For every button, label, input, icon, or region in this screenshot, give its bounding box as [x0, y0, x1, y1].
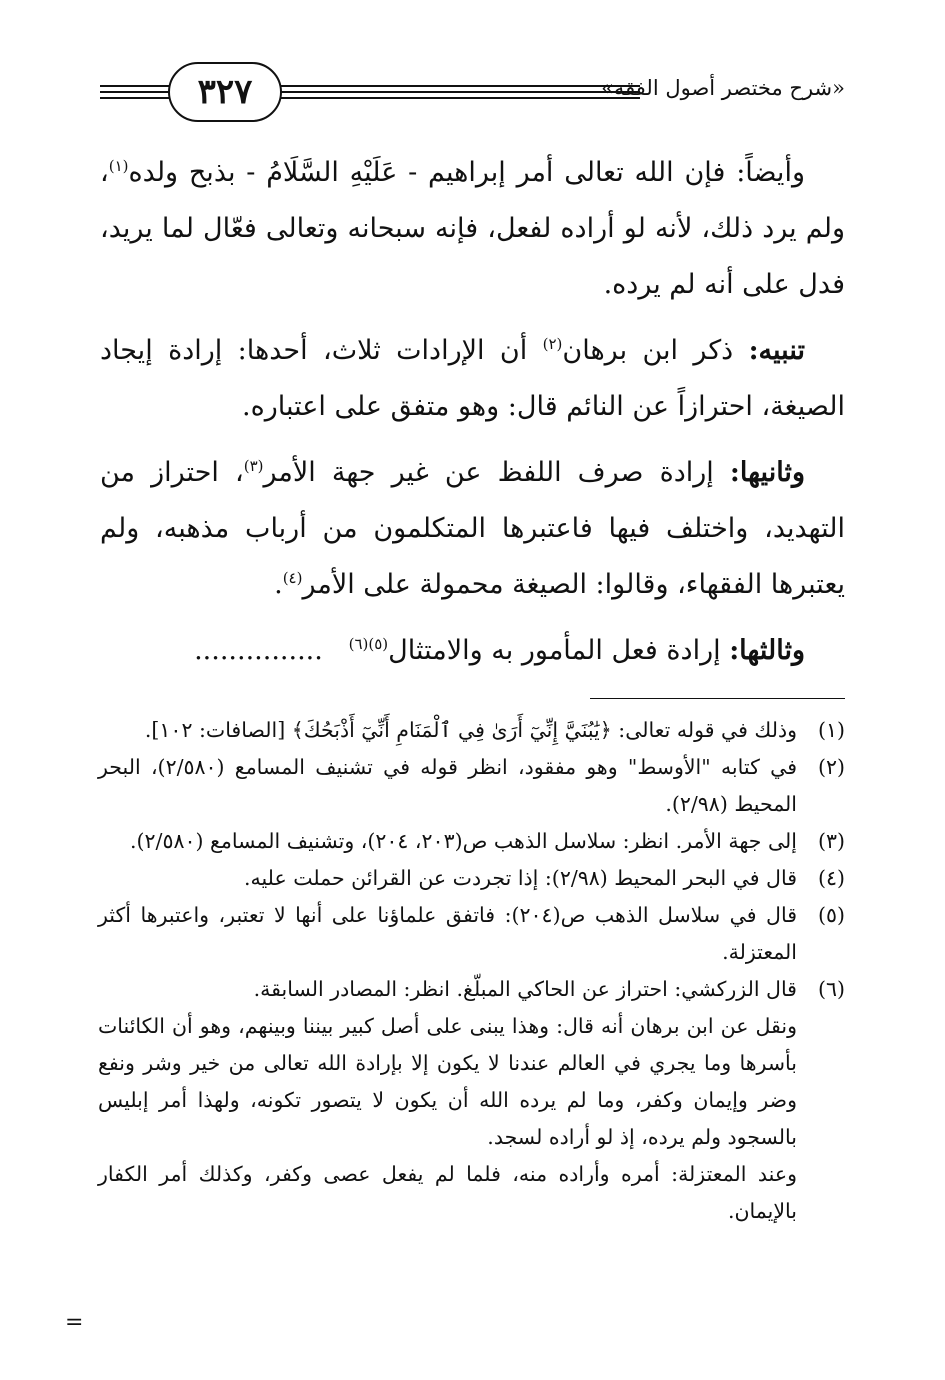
paragraph-1: وأيضاً: فإن الله تعالى أمر إبراهيم - عَلَيْهِ السَّلَامُ - بذبح ولده$^{(١)}$، ولم يرد ذلك، لأنه لو أراده لفعل، فإنه سبحانه وتعالى فعّال لما يريد، فدل على أنه لم يرده. [100, 157, 845, 300]
footnote-number: (٤) [817, 866, 845, 890]
footnote-2: (٢) في كتابه "الأوسط" وهو مفقود، انظر قوله في تشنيف المسامع (٢/٥٨٠)، البحر المحيط (٢/٩٨). [98, 749, 845, 823]
footnote-1: (١) وذلك في قوله تعالى: ﴿يَٰبُنَيَّ إِنِّيٓ أَرَىٰ فِي ٱلْمَنَامِ أَنِّيٓ أَذْبَحُكَ﴾ [الصافات: ١٠٢]. [98, 712, 845, 749]
footnote-separator [590, 698, 845, 699]
footnote-number: (٦) [817, 977, 845, 1001]
main-text [100, 145, 845, 689]
paragraph-heading: تنبيه: [748, 335, 805, 366]
paragraph-2: تنبيه: ذكر ابن برهان$^{(٢)}$ أن الإرادات ثلاث، أحدها: إرادة إيجاد الصيغة، احترازاً عن النائم قال: وهو متفق على اعتباره. [100, 335, 845, 422]
margin-marker: = [65, 1310, 84, 1335]
footnote-6: (٦) قال الزركشي: احتراز عن الحاكي المبلّغ. انظر: المصادر السابقة. ونقل عن ابن برهان أنه قال: وهذا يبنى على أصل كبير بيننا وبينهم، وهو أن الكائنات بأسرها وما يجري في العالم عندنا لا يكون إلا بإرادة الله تعالى من خير وشر ونفع وضر وإيمان وكفر، وما لم يرده الله أن يكون لا يتصور تكونه، ولهذا أمر إبليس بالسجود ولم يرده، إذ لو أراده لسجد. وعند المعتزلة: أمره وأراده منه، فلما لم يفعل عصى وكفر، وكذلك أمر الكفار بالإيمان. [98, 971, 845, 1230]
footnote-ref: (٤) [282, 569, 303, 587]
footnote-6-continuation: ونقل عن ابن برهان أنه قال: وهذا يبنى على أصل كبير بيننا وبينهم، وهو أن الكائنات بأسرها وما يجري في العالم عندنا لا يكون إلا بإرادة الله تعالى من خير وشر ونفع وضر وإيمان وكفر، وما لم يرده الله أن يكون لا يتصور تكونه، ولهذا أمر إبليس بالسجود ولم يرده، إذ لو أراده لسجد. [98, 1014, 798, 1149]
footnote-3: (٣) إلى جهة الأمر. انظر: سلاسل الذهب ص(٢٠٣، ٢٠٤)، وتشنيف المسامع (٢/٥٨٠). [98, 823, 845, 860]
footnote-5: (٥) قال في سلاسل الذهب ص(٢٠٤): فاتفق علماؤنا على أنها لا تعتبر، واعتبرها أكثر المعتزلة. [98, 897, 845, 971]
footnote-ref: (٥)(٦) [348, 635, 389, 653]
paragraph-heading: وثانيها: [729, 457, 805, 488]
footnote-number: (١) [817, 718, 845, 742]
footnote-number: (٣) [817, 829, 845, 853]
footnote-ref: (١) [108, 157, 129, 175]
paragraph-3: وثانيها: إرادة صرف اللفظ عن غير جهة الأمر$^{(٣)}$، احتراز من التهديد، واختلف فيها فاعتبرها المتكلمون من أرباب مذهبه، ولم يعتبرها الفقهاء، وقالوا: الصيغة محمولة على الأمر$^{(٤)}$. [100, 457, 845, 600]
footnote-number: (٢) [817, 755, 845, 779]
footnote-ref: (٢) [542, 335, 563, 353]
continuation-dots: ............... [194, 635, 323, 666]
paragraph-heading: وثالثها: [729, 635, 805, 666]
footnote-number: (٥) [817, 903, 845, 927]
footnotes [98, 712, 845, 1230]
footnote-6-continuation: وعند المعتزلة: أمره وأراده منه، فلما لم يفعل عصى وكفر، وكذلك أمر الكفار بالإيمان. [98, 1162, 797, 1223]
running-title: «شرح مختصر أصول الفقه» [601, 76, 845, 100]
footnote-4: (٤) قال في البحر المحيط (٢/٩٨): إذا تجردت عن القرائن حملت عليه. [98, 860, 845, 897]
paragraph-4: وثالثها: إرادة فعل المأمور به والامتثال$^{(٥)(٦)}$ ............... [194, 635, 805, 666]
page-number: ٣٢٧ [168, 62, 282, 122]
footnote-ref: (٣) [243, 457, 264, 475]
